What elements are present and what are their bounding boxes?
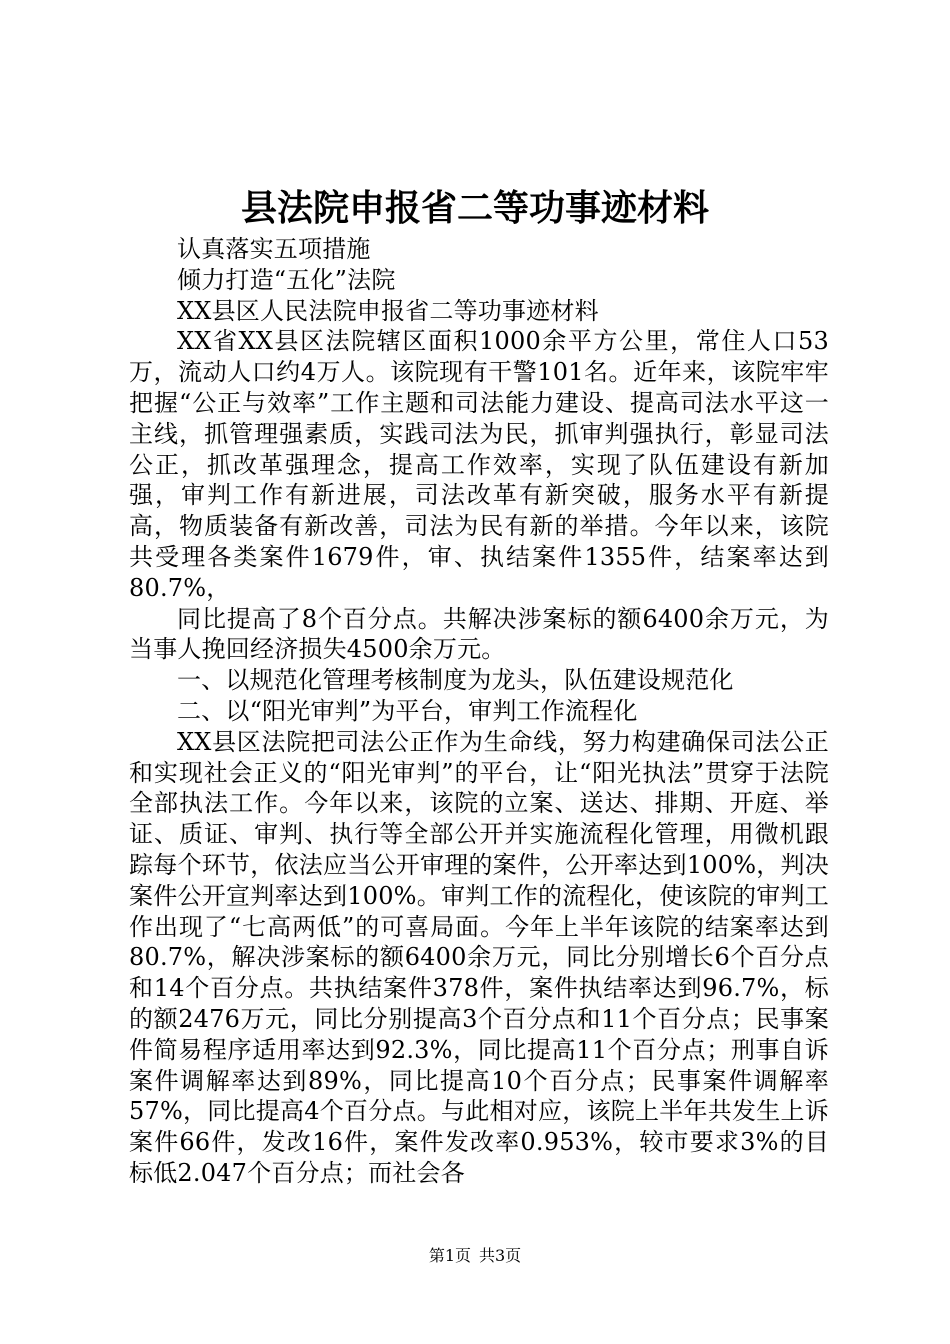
document-title: 县法院申报省二等功事迹材料: [240, 187, 709, 229]
subtitle-line-3: XX县区人民法院申报省二等功事迹材料: [177, 296, 599, 325]
section-heading-2: 二、以“阳光审判”为平台，审判工作流程化: [177, 696, 638, 725]
body-paragraph: XX省XX县区法院辖区面积1000余平方公里，常住人口53万，流动人口约4万人。该院现有干警101名。近年来，该院牢牢把握“公正与效率”工作主题和司法能力建设、提高司法水平这一主线，抓管理强素质，实践司法为民，抓审判强执行，彰显司法公正，抓改革强理念，提高工作效率，实现了队伍建设有新加强，审判工作有新进展，司法改革有新突破，服务水平有新提高，物质装备有新改善，司法为民有新的举措。今年以来，该院共受理各类案件1679件，审、执结案件1355件，结案率达到80.7%，: [129, 327, 829, 602]
page-total: 共3页: [479, 1246, 522, 1265]
page-number: 第1页: [428, 1246, 471, 1265]
subtitle-line-2: 倾力打造“五化”法院: [177, 265, 396, 294]
body-paragraph: 同比提高了8个百分点。共解决涉案标的额6400余万元，为当事人挽回经济损失4500余万元。: [129, 604, 829, 664]
document-body: [129, 234, 829, 1189]
subtitle-line-1: 认真落实五项措施: [177, 235, 371, 263]
body-paragraph: XX县区法院把司法公正作为生命线，努力构建确保司法公正和实现社会正义的“阳光审判”的平台，让“阳光执法”贯穿于法院全部执法工作。今年以来，该院的立案、送达、排期、开庭、举证、质证、审判、执行等全部公开并实施流程化管理，用微机跟踪每个环节，依法应当公开审理的案件，公开率达到100%，判决案件公开宣判率达到100%。审判工作的流程化，使该院的审判工作出现了“七高两低”的可喜局面。今年上半年该院的结案率达到80.7%，解决涉案标的额6400余万元，同比分别增长6个百分点和14个百分点。共执结案件378件，案件执结率达到96.7%，标的额2476万元，同比分别提高3个百分点和11个百分点；民事案件简易程序适用率达到92.3%，同比提高11个百分点；刑事自诉案件调解率达到89%，同比提高10个百分点；民事案件调解率57%，同比提高4个百分点。与此相对应，该院上半年共发生上诉案件66件，发改16件，案件发改率0.953%，较市要求3%的目标低2.047个百分点；而社会各: [129, 727, 829, 1187]
section-heading-1: 一、以规范化管理考核制度为龙头，队伍建设规范化: [177, 666, 734, 695]
page-footer: [0, 1246, 950, 1266]
